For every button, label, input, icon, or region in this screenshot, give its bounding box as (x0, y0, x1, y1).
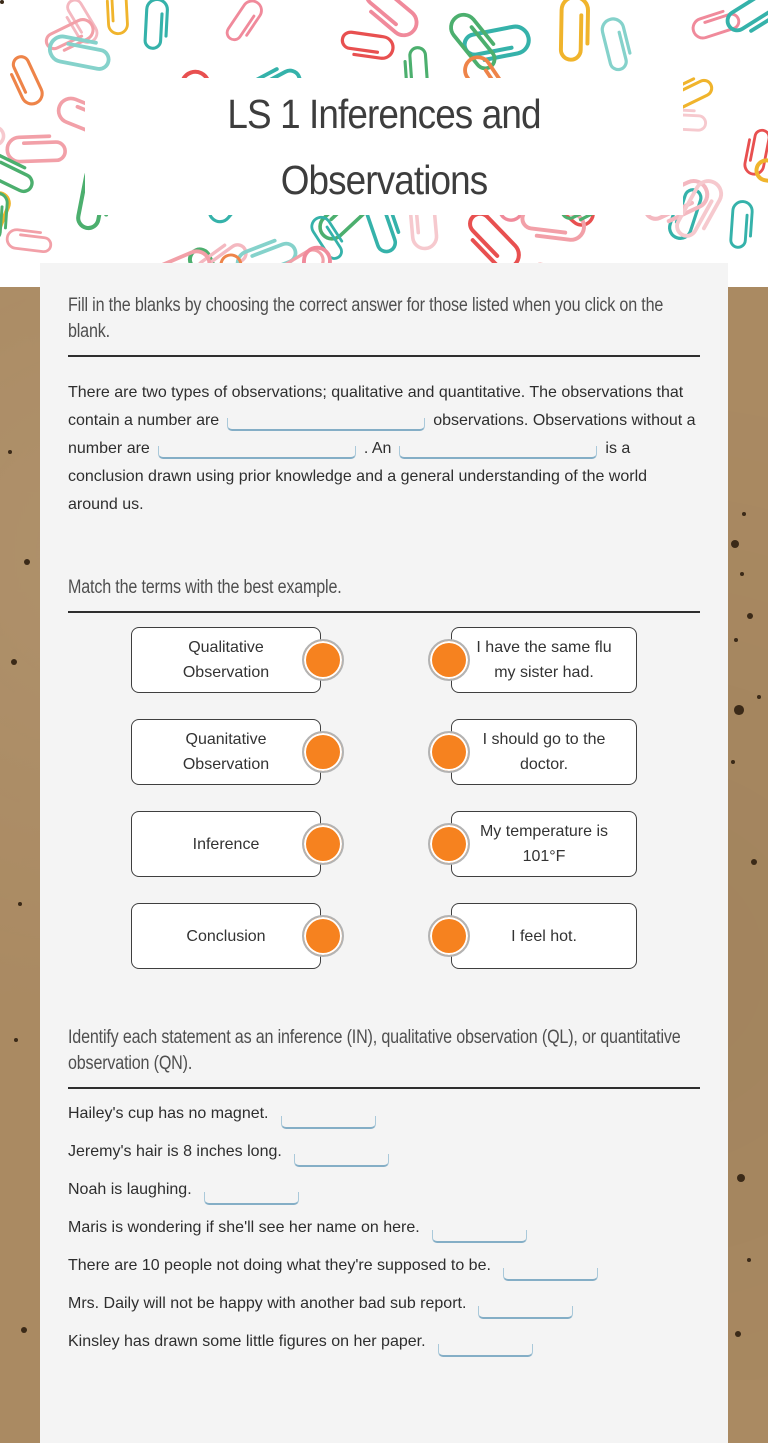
paragraph-segment: There are two types of observations; qualitative and quantitative. The observations that contain a number are (68, 384, 684, 429)
statement-row (68, 1247, 700, 1285)
blank-input[interactable] (227, 418, 425, 431)
match-row (131, 719, 637, 785)
match-example-box[interactable] (451, 719, 637, 785)
statement-blank-input[interactable] (503, 1268, 598, 1281)
match-term-label: Qualitative Observation (182, 639, 270, 681)
section-identify (68, 1025, 700, 1361)
statement-text: Mrs. Daily will not be happy with another bad sub report. (68, 1295, 467, 1312)
section-divider (68, 611, 700, 613)
blank-input[interactable] (399, 446, 597, 459)
matching-instruction: Match the terms with the best example. (68, 577, 342, 598)
statement-text: Jeremy's hair is 8 inches long. (68, 1143, 282, 1160)
paragraph-segment: is a conclusion drawn using prior knowledge and a general understanding of the world around us. (68, 440, 648, 513)
section-divider (68, 355, 700, 357)
statement-blank-input[interactable] (294, 1154, 389, 1167)
match-row (131, 903, 637, 969)
match-example-label: My temperature is 101°F (479, 823, 609, 865)
statement-row (68, 1171, 700, 1209)
match-term-box[interactable] (131, 719, 321, 785)
statement-row (68, 1095, 700, 1133)
statement-list (68, 1095, 700, 1361)
match-term-box[interactable] (131, 811, 321, 877)
statement-text: There are 10 people not doing what they're supposed to be. (68, 1257, 491, 1274)
fill-blank-paragraph (68, 379, 700, 519)
statement-text: Noah is laughing. (68, 1181, 192, 1198)
statement-blank-input[interactable] (432, 1230, 527, 1243)
match-connector-circle[interactable] (428, 915, 470, 957)
match-connector-circle[interactable] (302, 731, 344, 773)
statement-row (68, 1133, 700, 1171)
statement-blank-input[interactable] (438, 1344, 533, 1357)
section-divider (68, 1087, 700, 1089)
match-grid (131, 627, 637, 969)
statement-text: Kinsley has drawn some little figures on her paper. (68, 1333, 426, 1350)
match-connector-circle[interactable] (428, 823, 470, 865)
match-example-box[interactable] (451, 811, 637, 877)
worksheet-header (0, 0, 768, 287)
statement-blank-input[interactable] (281, 1116, 376, 1129)
statement-row (68, 1323, 700, 1361)
worksheet-panel (40, 263, 728, 1443)
section-fill-blanks (68, 293, 700, 519)
match-example-box[interactable] (451, 627, 637, 693)
worksheet-title: LS 1 Inferences and Observations (227, 90, 541, 203)
match-example-box[interactable] (451, 903, 637, 969)
match-connector-circle[interactable] (302, 823, 344, 865)
match-connector-circle[interactable] (302, 639, 344, 681)
match-example-label: I should go to the doctor. (482, 731, 606, 773)
statement-text: Hailey's cup has no magnet. (68, 1105, 269, 1122)
match-row (131, 811, 637, 877)
fill-blanks-instruction: Fill in the blanks by choosing the correct answer for those listed when you click on the blank. (68, 295, 664, 342)
paragraph-segment: . An (363, 440, 392, 457)
statement-blank-input[interactable] (478, 1306, 573, 1319)
statement-row (68, 1209, 700, 1247)
statement-row (68, 1285, 700, 1323)
match-term-box[interactable] (131, 903, 321, 969)
match-connector-circle[interactable] (302, 915, 344, 957)
match-connector-circle[interactable] (428, 731, 470, 773)
statement-blank-input[interactable] (204, 1192, 299, 1205)
identify-instruction: Identify each statement as an inference (IN), qualitative observation (QL), or quantitative observation (QN). (68, 1027, 681, 1074)
title-box (85, 78, 683, 215)
match-term-label: Inference (192, 835, 260, 853)
blank-input[interactable] (158, 446, 356, 459)
statement-text: Maris is wondering if she'll see her name on here. (68, 1219, 420, 1236)
match-row (131, 627, 637, 693)
match-term-label: Quanitative Observation (182, 731, 270, 773)
match-term-box[interactable] (131, 627, 321, 693)
paragraph-segment: observations. Observations without a number are (68, 412, 696, 457)
section-matching (68, 575, 700, 969)
match-term-label: Conclusion (186, 927, 266, 945)
match-example-label: I have the same flu my sister had. (476, 639, 612, 681)
match-example-label: I feel hot. (511, 927, 577, 945)
match-connector-circle[interactable] (428, 639, 470, 681)
